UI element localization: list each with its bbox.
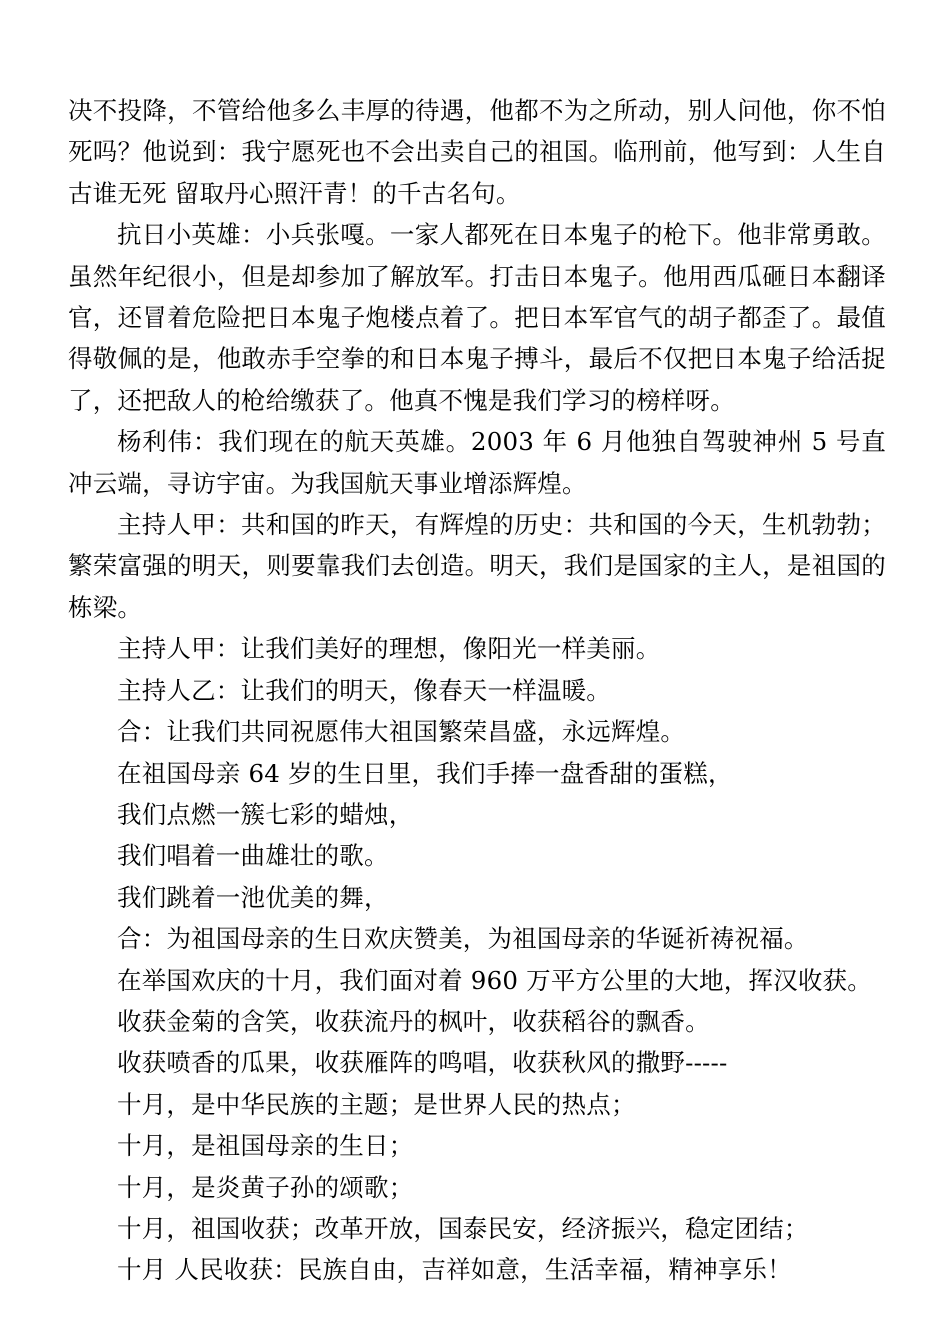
- line-october-harvest: 在举国欢庆的十月，我们面对着 960 万平方公里的大地，挥汉收获。: [117, 965, 872, 995]
- line-october-people: 十月 人民收获：民族自由，吉祥如意，生活幸福，精神享乐！: [117, 1255, 792, 1285]
- paragraph-host-a-republic: 主持人甲：共和国的昨天，有辉煌的历史：共和国的今天，生机勃勃；繁荣富强的明天，则要靠我们去创造。明天，我们是国家的主人，是祖国的栋梁。: [68, 510, 886, 622]
- paragraph-host-b-tomorrow: 主持人乙：让我们的明天，像春天一样温暖。: [117, 675, 611, 705]
- line-harvest-chrysanthemum: 收获金菊的含笑，收获流丹的枫叶，收获稻谷的飘香。: [117, 1006, 710, 1036]
- line-birthday-cake: 在祖国母亲 64 岁的生日里，我们手捧一盘香甜的蛋糕，: [117, 758, 733, 788]
- line-october-nation: 十月，祖国收获；改革开放，国泰民安，经济振兴，稳定团结；: [117, 1213, 809, 1243]
- paragraph-continuation: 决不投降，不管给他多么丰厚的待遇，他都不为之所动，别人问他，你不怕死吗？他说到：我宁愿死也不会出卖自己的祖国。临刑前，他写到：人生自古谁无死 留取丹心照汗青！的千古名句。: [68, 96, 886, 208]
- line-october-birthday: 十月，是祖国母亲的生日；: [117, 1131, 414, 1161]
- paragraph-together-wish: 合：让我们共同祝愿伟大祖国繁荣昌盛，永远辉煌。: [117, 717, 686, 747]
- paragraph-host-a-ideal: 主持人甲：让我们美好的理想，像阳光一样美丽。: [117, 634, 661, 664]
- line-dance: 我们跳着一池优美的舞，: [117, 882, 389, 912]
- paragraph-yang-liwei: 杨利伟：我们现在的航天英雄。2003 年 6 月他独自驾驶神州 5 号直冲云端，寻访宇宙。为我国航天事业增添辉煌。: [68, 427, 886, 498]
- line-song: 我们唱着一曲雄壮的歌。: [117, 841, 389, 871]
- line-together-praise: 合：为祖国母亲的生日欢庆赞美，为祖国母亲的华诞祈祷祝福。: [117, 924, 809, 954]
- document-body: [68, 90, 886, 1291]
- line-candles: 我们点燃一簇七彩的蜡烛，: [117, 799, 414, 829]
- line-october-theme: 十月，是中华民族的主题；是世界人民的热点；: [117, 1089, 636, 1119]
- paragraph-zhang-ga: 抗日小英雄：小兵张嘎。一家人都死在日本鬼子的枪下。他非常勇敢。虽然年纪很小，但是却参加了解放军。打击日本鬼子。他用西瓜砸日本翻译官，还冒着危险把日本鬼子炮楼点着了。把日本军官气的胡子都歪了。最值得敬佩的是，他敢赤手空拳的和日本鬼子搏斗，最后不仅把日本鬼子给活捉了，还把敌人的枪给缴获了。他真不愧是我们学习的榜样呀。: [68, 220, 886, 415]
- line-october-ode: 十月，是炎黄子孙的颂歌；: [117, 1172, 414, 1202]
- line-harvest-melon: 收获喷香的瓜果，收获雁阵的鸣唱，收获秋风的撒野-----: [117, 1048, 728, 1078]
